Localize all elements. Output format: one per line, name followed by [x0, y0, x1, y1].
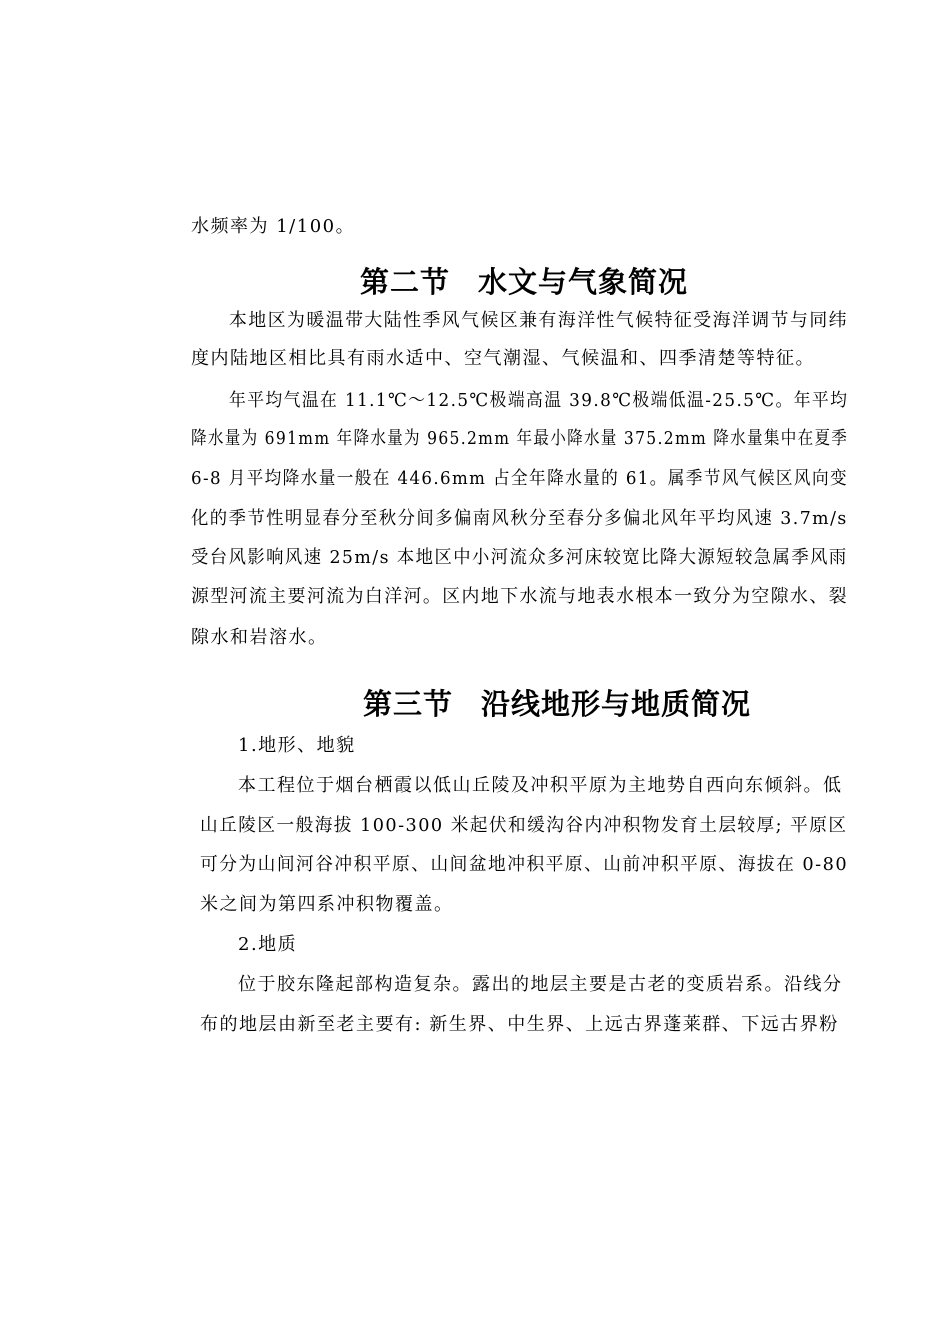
- paragraph-line: 布的地层由新至老主要有: 新生界、中生界、上远古界蓬莱群、下远古界粉: [200, 1014, 839, 1035]
- paragraph-line: 降水量为 691mm 年降水量为 965.2mm 年最小降水量 375.2mm 降水量集中在夏季: [191, 428, 849, 449]
- paragraph-line: 本工程位于烟台栖霞以低山丘陵及冲积平原为主地势自西向东倾斜。低: [238, 775, 843, 796]
- paragraph-line: 米之间为第四系冲积物覆盖。: [200, 894, 454, 915]
- section-2-number: 第二节: [360, 265, 451, 299]
- paragraph-line: 山丘陵区一般海拔 100-300 米起伏和缓沟谷内冲积物发育土层较厚; 平原区: [200, 815, 848, 836]
- paragraph-line: 化的季节性明显春分至秋分间多偏南风秋分至春分多偏北风年平均风速 3.7m/s: [191, 508, 848, 529]
- subheading-geology: 2.地质: [238, 934, 298, 955]
- prev-paragraph-tail: 水频率为 1/100。: [191, 216, 356, 237]
- paragraph-line: 位于胶东隆起部构造复杂。露出的地层主要是古老的变质岩系。沿线分: [238, 974, 843, 995]
- section-3-title: 沿线地形与地质简况: [481, 687, 752, 721]
- paragraph-line: 本地区为暖温带大陆性季风气候区兼有海洋性气候特征受海洋调节与同纬: [229, 310, 849, 331]
- section-2-title: 水文与气象简况: [478, 265, 689, 299]
- paragraph-line: 6-8 月平均降水量一般在 446.6mm 占全年降水量的 61。属季节风气候区风向变: [191, 468, 848, 489]
- paragraph-line: 可分为山间河谷冲积平原、山间盆地冲积平原、山前冲积平原、海拔在 0-80: [200, 854, 849, 875]
- section-3-heading: [363, 686, 751, 722]
- paragraph-line: 源型河流主要河流为白洋河。区内地下水流与地表水根本一致分为空隙水、裂: [191, 586, 849, 607]
- section-2-heading: [360, 264, 688, 300]
- paragraph-line: 度内陆地区相比具有雨水适中、空气潮湿、气候温和、四季清楚等特征。: [191, 348, 815, 369]
- paragraph-line: 受台风影响风速 25m/s 本地区中小河流众多河床较宽比降大源短较急属季风雨: [191, 547, 848, 568]
- paragraph-line: 年平均气温在 11.1℃～12.5℃极端高温 39.8℃极端低温-25.5℃。年平均: [229, 390, 849, 411]
- subheading-terrain: 1.地形、地貌: [238, 735, 356, 756]
- paragraph-line: 隙水和岩溶水。: [191, 627, 328, 648]
- section-3-number: 第三节: [363, 687, 454, 721]
